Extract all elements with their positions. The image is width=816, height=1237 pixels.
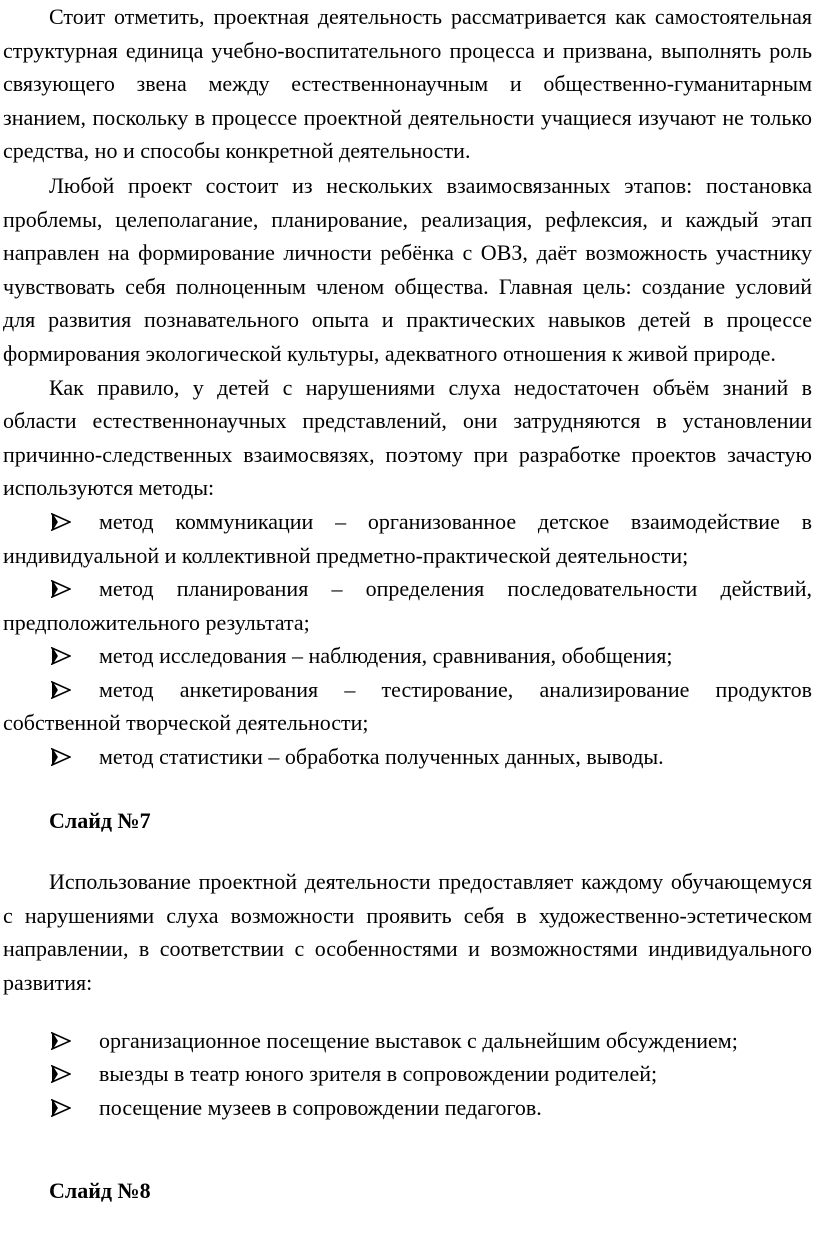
methods-list [3, 505, 812, 774]
activities-list [3, 1024, 812, 1125]
list-item-text: организационное посещение выставок с дальнейшим обсуждением; [99, 1027, 738, 1053]
paragraph-project-activity: Стоит отметить, проектная деятельность рассматривается как самостоятельная структурная единица учебно-воспитательного процесса и призвана, выполнять роль связующего звена между естественнонаучным и общественно-гуманитарным знанием, поскольку в процессе проектной деятельности учащиеся изучают не только средства, но и способы конкретной деятельности. [3, 4, 812, 164]
arrowhead-bullet-icon [51, 1032, 71, 1050]
paragraph-hearing-impaired: Как правило, у детей с нарушениями слуха недостаточен объём знаний в области естественнонаучных представлений, они затрудняются в установлении причинно-следственных взаимосвязях, поэтому при разработке проектов зачастую используются методы: [3, 374, 812, 501]
arrowhead-bullet-icon [51, 513, 71, 531]
list-item [3, 1057, 812, 1091]
heading-slide-7: Слайд №7 [49, 807, 151, 833]
list-item [3, 1024, 812, 1058]
list-item-text: метод коммуникации – организованное детское взаимодействие в индивидуальной и коллективной предметно-практической деятельности; [3, 508, 812, 568]
list-item-text: выезды в театр юного зрителя в сопровождении родителей; [99, 1061, 658, 1087]
list-item-text: метод планирования – определения последовательности действий, предположительного результата; [3, 576, 812, 635]
arrowhead-bullet-icon [51, 1099, 71, 1117]
list-item [3, 1091, 812, 1125]
list-item [3, 505, 812, 572]
arrowhead-bullet-icon [51, 748, 71, 766]
list-item-text: метод анкетирования – тестирование, анализирование продуктов собственной творческой деятельности; [3, 676, 812, 736]
paragraph-project-stages: Любой проект состоит из нескольких взаимосвязанных этапов: постановка проблемы, целеполагание, планирование, реализация, рефлексия, и каждый этап направлен на формирование личности ребёнка с ОВЗ, даёт возможность участнику чувствовать себя полноценным членом общества. Главная цель: создание условий для развития познавательного опыта и практических навыков детей в процессе формирования экологической культуры, адекватного отношения к живой природе. [3, 172, 812, 366]
paragraph-artistic-direction: Использование проектной деятельности предоставляет каждому обучающемуся с нарушениями слуха возможности проявить себя в художественно-эстетическом направлении, в соответствии с особенностями и возможностями индивидуального развития: [3, 869, 812, 996]
list-item-text: посещение музеев в сопровождении педагогов. [99, 1094, 542, 1120]
list-item-text: метод статистики – обработка полученных данных, выводы. [99, 744, 664, 770]
arrowhead-bullet-icon [51, 580, 71, 598]
list-item [3, 572, 812, 639]
list-item [3, 740, 812, 774]
heading-slide-8: Слайд №8 [49, 1178, 151, 1204]
list-item [3, 673, 812, 740]
arrowhead-bullet-icon [51, 647, 71, 665]
list-item-text: метод исследования – наблюдения, сравнивания, обобщения; [99, 643, 673, 669]
arrowhead-bullet-icon [51, 681, 71, 699]
arrowhead-bullet-icon [51, 1065, 71, 1083]
list-item [3, 639, 812, 673]
